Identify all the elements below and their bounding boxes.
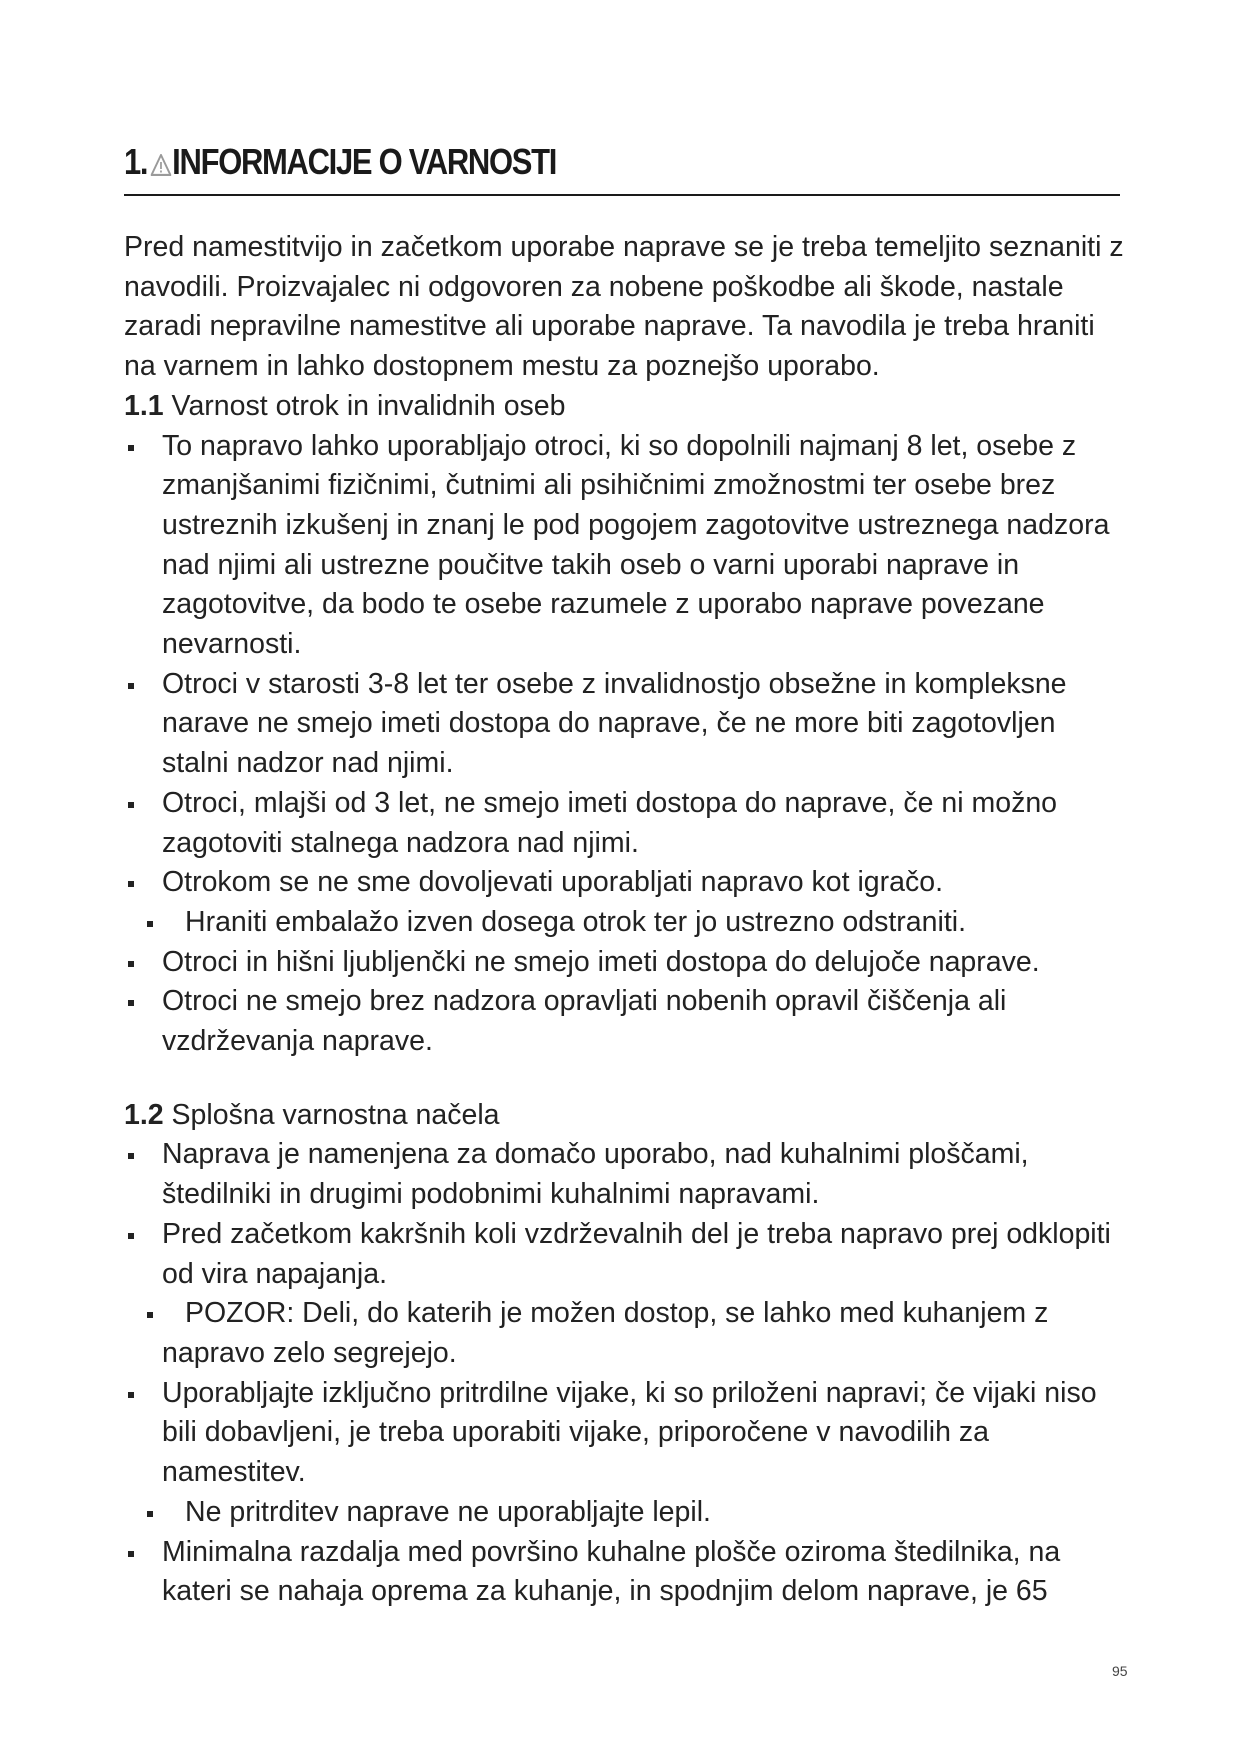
list-item: Ne pritrditev naprave ne uporabljajte lepil. xyxy=(124,1493,1124,1533)
subsection-title: Splošna varnostna načela xyxy=(171,1098,500,1131)
list-item: To napravo lahko uporabljajo otroci, ki so dopolnili najmanj 8 let, osebe z zmanjšanimi fizičnimi, čutnimi ali psihičnimi zmožnostmi ter osebe brez ustreznih izkušenj in znanj le pod pogojem zagotovitve ustreznega nadzora nad njimi ali ustrezne poučitve takih oseb o varni uporabi naprave in zagotovitve, da bodo te osebe razumele z uporabo naprave povezane nevarnosti. xyxy=(124,427,1124,665)
list-item: Otroci v starosti 3-8 let ter osebe z invalidnostjo obsežne in kompleksne narave ne smejo imeti dostopa do naprave, če ne more biti zagotovljen stalni nadzor nad njimi. xyxy=(124,665,1124,784)
section-heading xyxy=(124,142,1120,196)
subsection-heading-1-2 xyxy=(124,1096,1124,1136)
list-item: POZOR: Deli, do katerih je možen dostop, se lahko med kuhanjem z napravo zelo segrejejo. xyxy=(124,1294,1124,1373)
intro-paragraph: Pred namestitvijo in začetkom uporabe naprave se je treba temeljito seznaniti z navodili. Proizvajalec ni odgovoren za nobene poškodbe ali škode, nastale zaradi nepravilne namestitve ali uporabe naprave. Ta navodila je treba hraniti na varnem in lahko dostopnem mestu za poznejšo uporabo. xyxy=(124,231,1124,383)
list-item: Uporabljajte izključno pritrdilne vijake, ki so priloženi napravi; če vijaki niso bili dobavljeni, je treba uporabiti vijake, priporočene v navodilih za namestitev. xyxy=(124,1374,1124,1493)
list-item: Pred začetkom kakršnih koli vzdrževalnih del je treba napravo prej odklopiti od vira napajanja. xyxy=(124,1215,1124,1294)
list-item: Otroci ne smejo brez nadzora opravljati nobenih opravil čiščenja ali vzdrževanja naprave. xyxy=(124,982,1124,1061)
list-item: Hraniti embalažo izven dosega otrok ter jo ustrezno odstraniti. xyxy=(124,903,1124,943)
list-item: Otroci, mlajši od 3 let, ne smejo imeti dostopa do naprave, če ni možno zagotoviti stalnega nadzora nad njimi. xyxy=(124,784,1124,863)
section-spacer xyxy=(124,1062,1124,1096)
subsection-number: 1.2 xyxy=(124,1098,164,1131)
section-number: 1. xyxy=(124,141,148,182)
subsection-title: Varnost otrok in invalidnih oseb xyxy=(171,389,566,422)
list-item: Otrokom se ne sme dovoljevati uporabljati napravo kot igračo. xyxy=(124,863,1124,903)
list-item: Naprava je namenjena za domačo uporabo, nad kuhalnimi ploščami, štedilniki in drugimi podobnimi kuhalnimi napravami. xyxy=(124,1135,1124,1214)
section-title-text: INFORMACIJE O VARNOSTI xyxy=(172,141,557,182)
page-number: 95 xyxy=(1112,1663,1128,1679)
list-item: Otroci in hišni ljubljenčki ne smejo imeti dostopa do delujoče naprave. xyxy=(124,943,1124,983)
document-body xyxy=(124,228,1124,1612)
warning-triangle-icon xyxy=(151,154,172,176)
list-item: Minimalna razdalja med površino kuhalne plošče oziroma štedilnika, na kateri se nahaja oprema za kuhanje, in spodnjim delom naprave, je 65 xyxy=(124,1533,1124,1612)
section-title xyxy=(124,142,556,182)
subsection-heading-1-1 xyxy=(124,387,1124,427)
subsection-number: 1.1 xyxy=(124,389,164,422)
